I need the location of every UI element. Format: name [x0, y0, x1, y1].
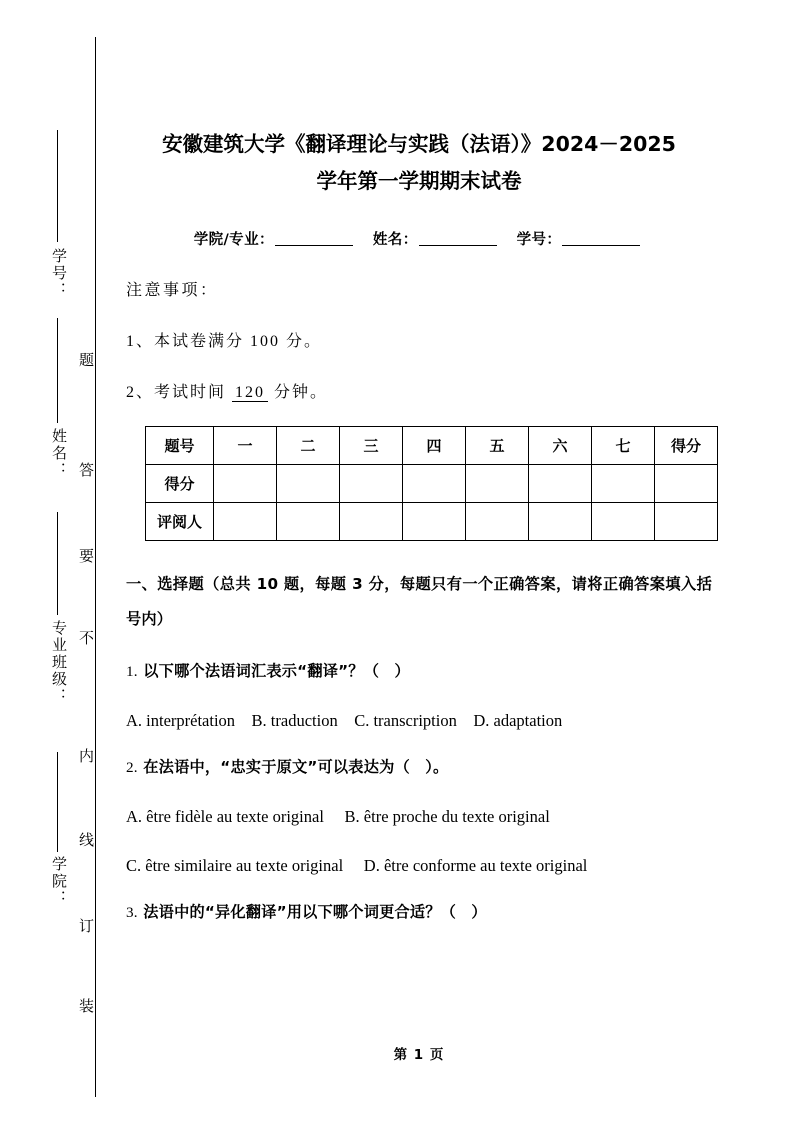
score-cell-1-6[interactable] — [529, 465, 592, 503]
student-info-line — [126, 200, 712, 249]
seal-label-class: 专业班级： — [50, 620, 66, 705]
seal-label-student-id: 学号： — [50, 248, 66, 299]
seal-segment-2 — [57, 318, 58, 423]
seal-char-nei: 内 — [77, 748, 93, 763]
name-label: 姓名： — [372, 232, 418, 248]
score-table — [145, 426, 718, 541]
score-table-col-7: 七 — [592, 427, 655, 465]
seal-char-ding: 订 — [77, 918, 93, 933]
reviewer-cell-2-5[interactable] — [466, 503, 529, 541]
notice-item-1: 1、本试卷满分 100 分。 — [126, 333, 323, 350]
seal-char-zhuang: 装 — [77, 998, 93, 1013]
score-table-col-6: 六 — [529, 427, 592, 465]
notice-item-2 — [126, 351, 712, 402]
score-cell-1-5[interactable] — [466, 465, 529, 503]
score-table-row-header-0: 题号 — [146, 427, 214, 465]
score-table-col-2: 二 — [277, 427, 340, 465]
notice-item-2-suffix: 分钟。 — [274, 384, 329, 401]
question-options-1: A. interprétation B. traduction C. transcription D. adaptation — [126, 711, 563, 730]
seal-char-ti: 题 — [77, 352, 93, 367]
score-table-row-header-2: 评阅人 — [146, 503, 214, 541]
reviewer-cell-2-4[interactable] — [403, 503, 466, 541]
score-cell-1-1[interactable] — [214, 465, 277, 503]
reviewer-cell-2-2[interactable] — [277, 503, 340, 541]
page-footer — [126, 1043, 712, 1063]
question-number-1: 1. — [126, 663, 138, 680]
seal-label-name: 姓名： — [50, 428, 66, 479]
exam-content — [126, 0, 712, 925]
seal-char-da: 答 — [77, 462, 93, 477]
question-stem-3 — [126, 878, 712, 925]
score-table-wrapper — [126, 402, 712, 541]
question-stem-2 — [126, 733, 712, 780]
score-table-col-5: 五 — [466, 427, 529, 465]
name-blank[interactable] — [419, 230, 497, 246]
score-table-col-total: 得分 — [655, 427, 718, 465]
seal-char-bu: 不 — [77, 630, 93, 645]
score-cell-1-7[interactable] — [592, 465, 655, 503]
page-title-line2: 学年第一学期期末试卷 — [316, 169, 522, 193]
question-number-2: 2. — [126, 759, 138, 776]
question-text-3: 法语中的“异化翻译”用以下哪个词更合适？（ ） — [143, 903, 487, 921]
score-table-col-4: 四 — [403, 427, 466, 465]
score-cell-1-4[interactable] — [403, 465, 466, 503]
question-options-2-line-ab: A. être fidèle au texte original B. être proche du texte original — [126, 807, 550, 826]
seal-inner-column — [72, 0, 98, 1122]
student-id-label: 学号： — [516, 232, 562, 248]
seal-char-xian: 线 — [77, 832, 93, 847]
exam-duration-value: 120 — [232, 384, 268, 402]
page-title-line1: 安徽建筑大学《翻译理论与实践（法语）》2024－2025 — [162, 132, 676, 156]
score-cell-1-2[interactable] — [277, 465, 340, 503]
question-stem-1 — [126, 637, 712, 684]
reviewer-cell-2-total[interactable] — [655, 503, 718, 541]
reviewer-cell-2-7[interactable] — [592, 503, 655, 541]
page-number-label: 第 1 页 — [393, 1047, 445, 1063]
notice-item-2-prefix: 2、考试时间 — [126, 384, 227, 401]
table-row — [146, 427, 718, 465]
score-cell-1-3[interactable] — [340, 465, 403, 503]
section-heading-1: 一、选择题（总共 10 题，每题 3 分，每题只有一个正确答案，请将正确答案填入括号内） — [126, 575, 712, 628]
student-id-blank[interactable] — [562, 230, 640, 246]
reviewer-cell-2-6[interactable] — [529, 503, 592, 541]
page-title — [126, 0, 712, 200]
table-row — [146, 503, 718, 541]
seal-label-college: 学院： — [50, 856, 66, 907]
college-major-label: 学院/专业： — [193, 232, 274, 248]
question-text-1: 以下哪个法语词汇表示“翻译”？（ ） — [143, 662, 410, 680]
notice-heading: 注意事项： — [126, 282, 219, 299]
score-cell-1-total[interactable] — [655, 465, 718, 503]
score-table-row-header-1: 得分 — [146, 465, 214, 503]
question-number-3: 3. — [126, 904, 138, 921]
seal-margin — [0, 0, 115, 1122]
table-row — [146, 465, 718, 503]
reviewer-cell-2-3[interactable] — [340, 503, 403, 541]
seal-segment-4 — [57, 752, 58, 852]
reviewer-cell-2-1[interactable] — [214, 503, 277, 541]
question-text-2: 在法语中，“忠实于原文”可以表达为（ ）。 — [143, 758, 449, 776]
seal-segment-1 — [57, 130, 58, 242]
score-table-col-1: 一 — [214, 427, 277, 465]
question-options-2-line-cd: C. être similaire au texte original D. être conforme au texte original — [126, 856, 588, 875]
seal-segment-3 — [57, 512, 58, 615]
seal-char-yao: 要 — [77, 548, 93, 563]
college-major-blank[interactable] — [275, 230, 353, 246]
score-table-col-3: 三 — [340, 427, 403, 465]
